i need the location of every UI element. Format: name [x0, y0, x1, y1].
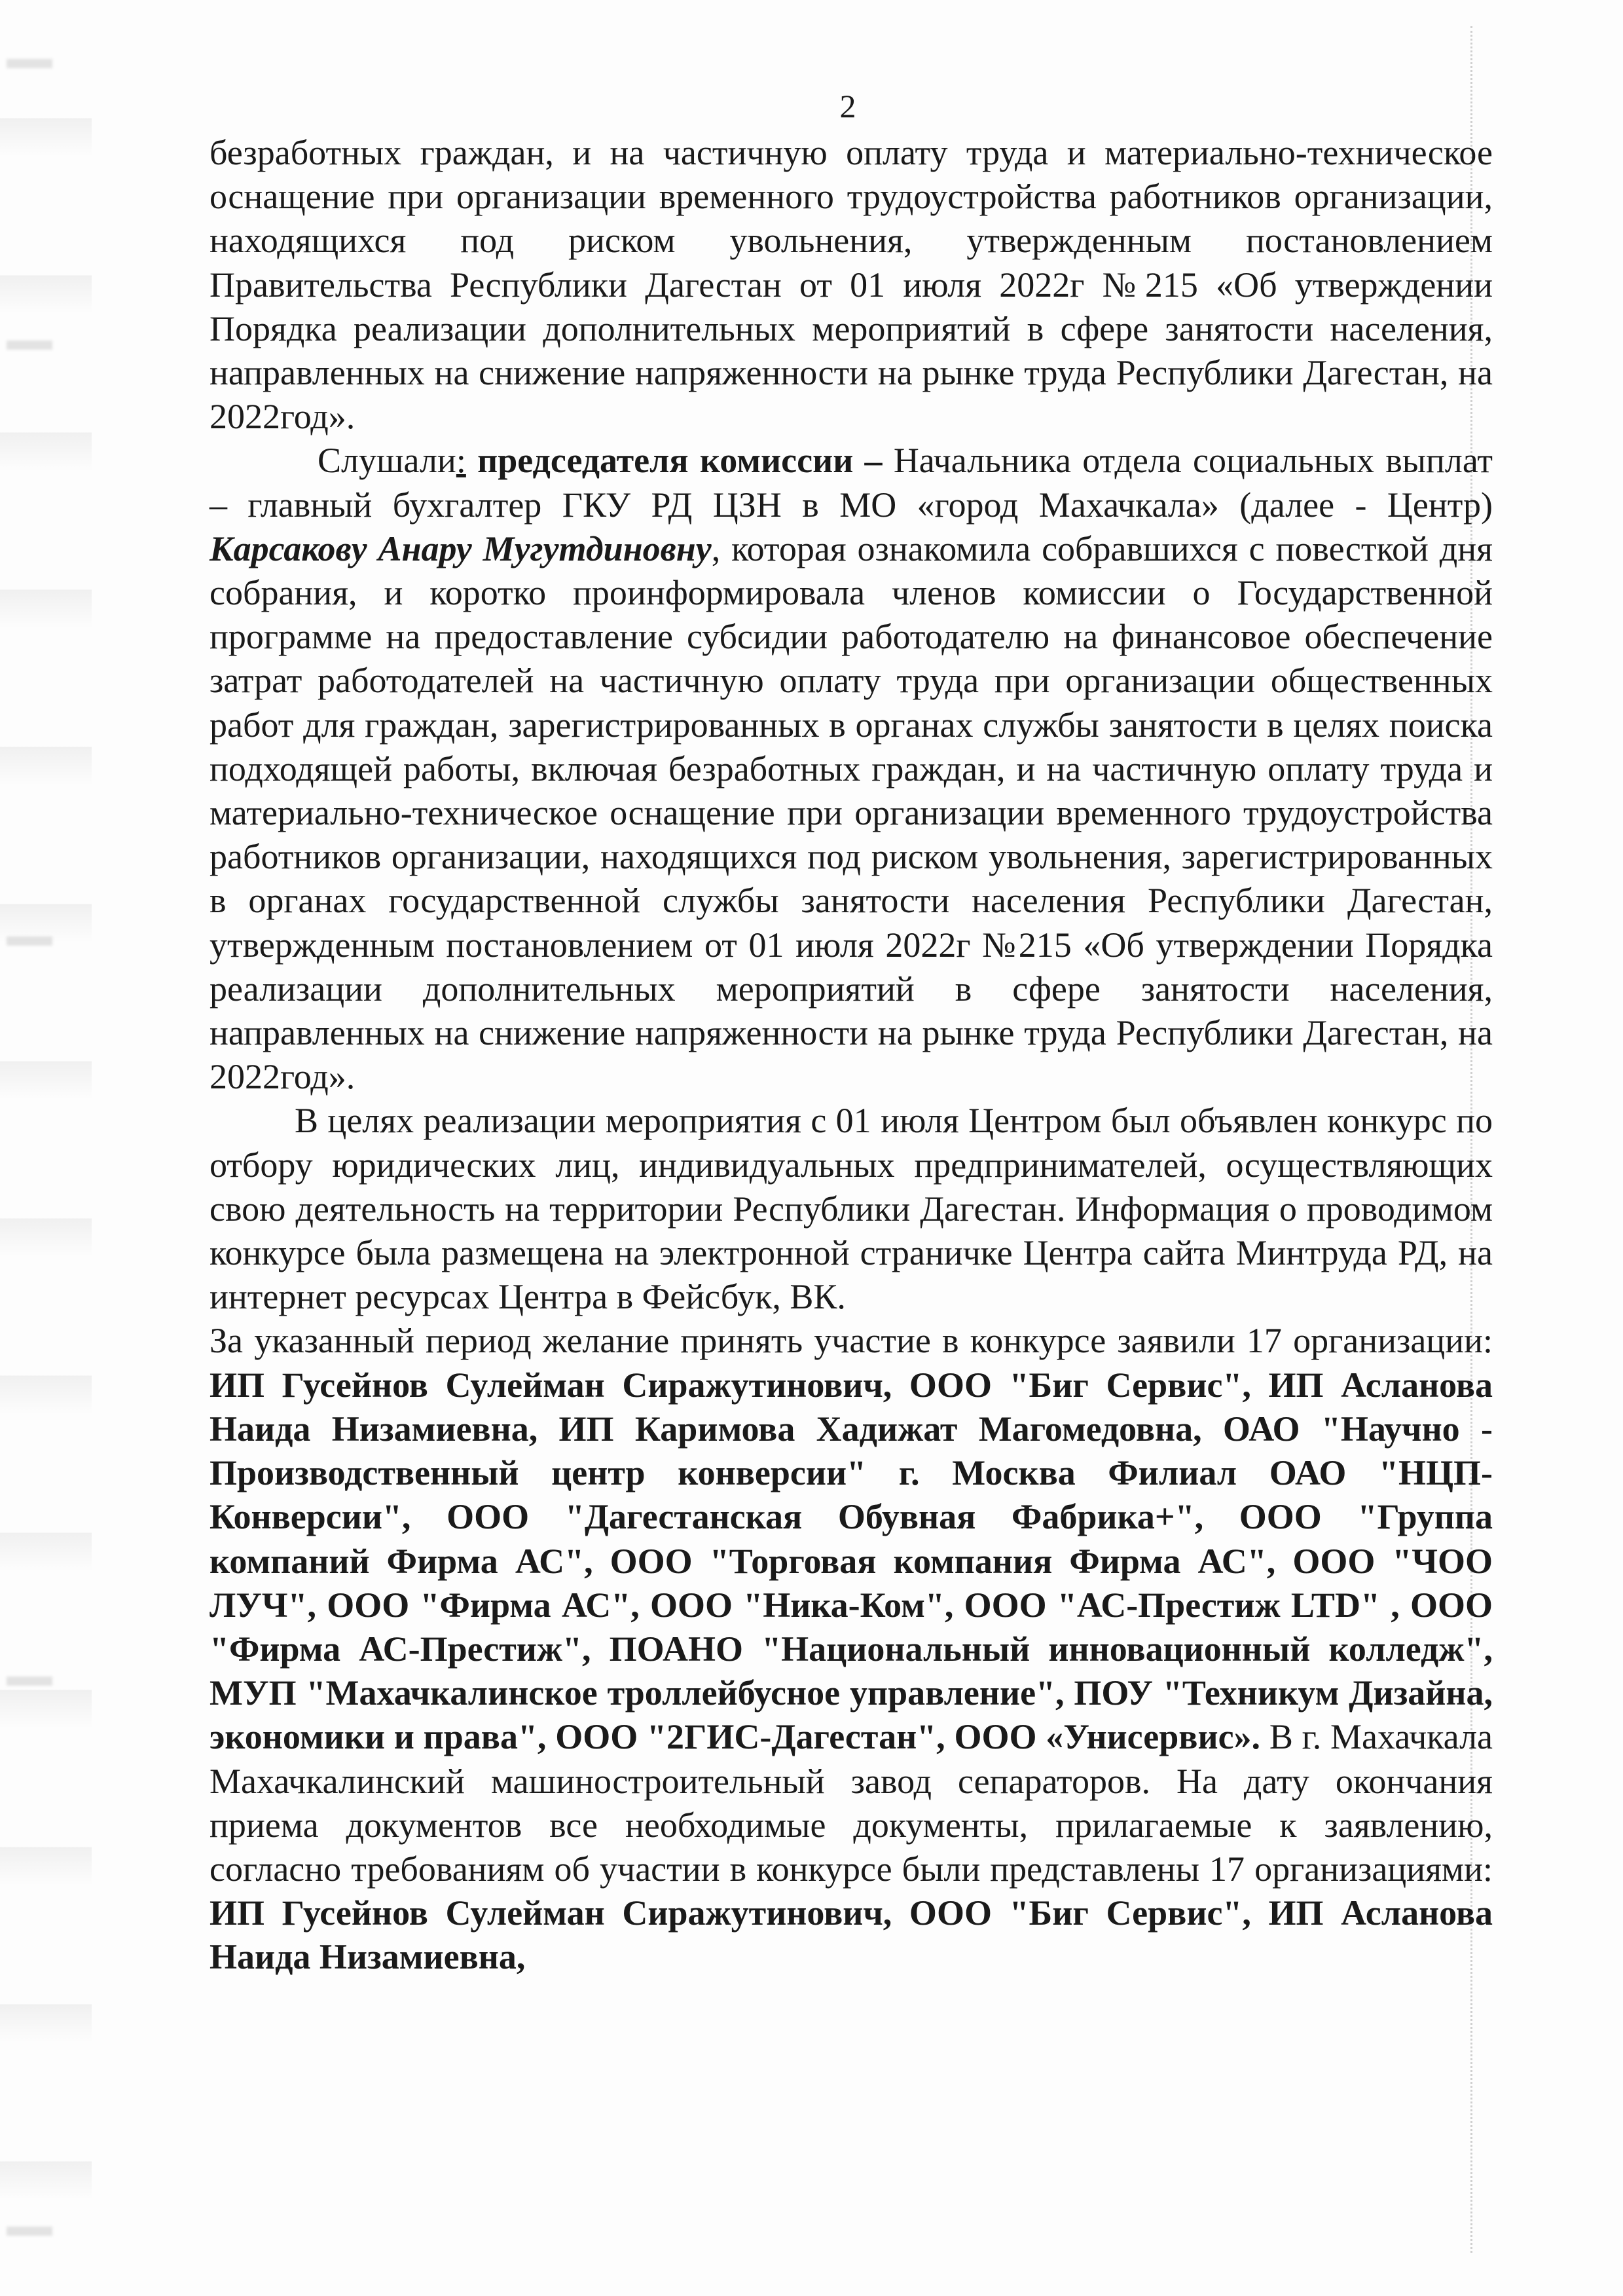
document-body	[210, 131, 1493, 1980]
scan-artifact	[7, 341, 52, 350]
paragraph-organizations	[210, 1319, 1493, 1979]
paragraph-competition: В целях реализации мероприятия с 01 июля Центром был объявлен конкурс по отбору юридических лиц, индивидуальных предпринимателей, осуществляющих свою деятельность на территории Республики Дагестан. Информация о проводимом конкурсе была размещена на электронной страничке Центра сайта Минтруда РД, на интернет ресурсах Центра в Фейсбук, ВК.	[210, 1101, 1493, 1317]
scan-artifact	[7, 936, 52, 946]
organizations-middle: В г. Махачкала Махачкалинский машиностроительный завод сепараторов. На дату окончания приема документов все необходимые документы, прилагаемые к заявлению, согласно требованиям об участии в конкурсе были представлены 17 организациями:	[210, 1717, 1493, 1889]
speaker-paragraph-body: , которая ознакомила собравшихся с повесткой дня собрания, и коротко проинформировала членов комиссии о Государственной программе на предоставление субсидии работодателю на финансовое обеспечение затрат работодателей на частичную оплату труда при организации общественных работ для граждан, зарегистрированных в органах службы занятости в целях поиска подходящей работы, включая безработных граждан, и на частичную оплату труда и материально-техническое оснащение при организации временного трудоустройства работников организации, находящихся под риском увольнения, зарегистрированных в органах государственной службы занятости населения Республики Дагестан, утвержденным постановлением от 01 июля 2022г №215 «Об утверждении Порядка реализации дополнительных мероприятий в сфере занятости населения, направленных на снижение напряженности на рынке труда Республики Дагестан, на 2022год».	[210, 528, 1493, 1097]
page-number: 2	[839, 88, 856, 124]
speaker-position: Начальника отдела социальных выплат – главный бухгалтер ГКУ РД ЦЗН в МО «город Махачкала» (далее - Центр)	[210, 441, 1493, 525]
scan-edge-noise	[0, 0, 92, 2296]
paragraph-continuation: безработных граждан, и на частичную оплату труда и материально-техническое оснащение при организации временного трудоустройства работников организации, находящихся под риском увольнения, утвержденным постановлением Правительства Республики Дагестан от 01 июля 2022г №215 «Об утверждении Порядка реализации дополнительных мероприятий в сфере занятости населения, направленных на снижение напряженности на рынке труда Республики Дагестан, на 2022год».	[210, 133, 1493, 437]
organizations-list-repeated: ИП Гусейнов Сулейман Сиражутинович, ООО "Биг Сервис", ИП Асланова Наида Низамиевна,	[210, 1893, 1493, 1977]
scan-artifact	[7, 59, 52, 68]
scan-artifact	[7, 1676, 52, 1686]
organizations-intro: За указанный период желание принять участие в конкурсе заявили 17 организации:	[210, 1321, 1493, 1361]
speaker-name: Карсакову Анару Мугутдиновну	[210, 528, 712, 568]
organizations-list: ИП Гусейнов Сулейман Сиражутинович, ООО "Биг Сервис", ИП Асланова Наида Низамиевна, ИП Каримова Хадижат Магомедовна, ОАО "Научно - Производственный центр конверсии" г. Москва Филиал ОАО "НЦП-Конверсии", ООО "Дагестанская Обувная Фабрика+", ООО "Группа компаний Фирма АС", ООО "Торговая компания Фирма АС", ООО "ЧОО ЛУЧ", ООО "Фирма АС", ООО "Ника-Ком", ООО "АС-Престиж LTD" , ООО "Фирма АС-Престиж", ПОАНО "Национальный инновационный колледж", МУП "Махачкалинское троллейбусное управление", ПОУ "Техникум Дизайна, экономики и права", ООО "2ГИС-Дагестан", ООО «Унисервис».	[210, 1365, 1493, 1757]
speaker-role: председателя комиссии –	[477, 441, 883, 481]
heard-colon: :	[456, 441, 466, 481]
heard-label: Слушали	[318, 441, 456, 481]
scan-artifact	[7, 2227, 52, 2236]
paragraph-speaker	[210, 439, 1493, 1099]
